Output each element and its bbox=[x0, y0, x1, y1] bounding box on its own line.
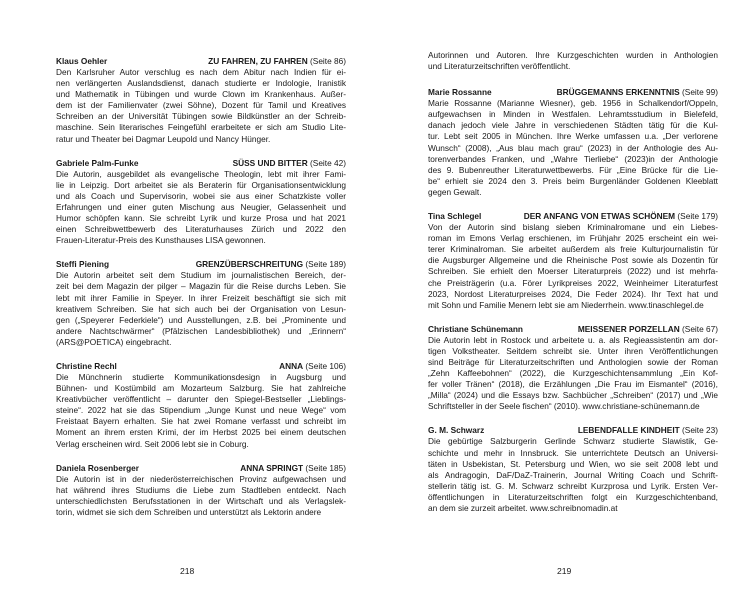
text-line: mit Sohn und Familie Menern lebt sie am Niederrhein. www.tinaschlegel.de bbox=[428, 299, 704, 310]
story-title bbox=[196, 259, 346, 270]
text-line: Freistaat Bayern erhalten. Sie hat zwei Romane verfasst und schreibt im bbox=[56, 416, 346, 427]
text-line: Schreiben. Sie erhielt den Moerser Literaturpreis (2022) und ist mehrfa- bbox=[428, 266, 718, 277]
text-line: Frauen-Literatur-Preis des Kunsthauses LISA gewonnen. bbox=[56, 235, 266, 246]
story-title bbox=[233, 158, 346, 169]
story-title-text: DER ANFANG VON ETWAS SCHÖNEM bbox=[523, 211, 676, 222]
text-line: tur. Lebt seit 2005 in München. Ihre Werke umfassen u.a. „Der verlorene bbox=[428, 131, 718, 142]
bio-text bbox=[428, 335, 718, 413]
text-line: be“ erhielt sie 2024 den 3. Preis beim Burgenländer Goldenen Kleeblatt bbox=[428, 175, 718, 186]
text-line: an dem sie zurzeit arbeitet. www.schreibnomadin.at bbox=[428, 503, 618, 513]
text-line: Schriftsteller in der Seele fischen“ (2010). www.christiane-schünemann.de bbox=[428, 401, 700, 412]
bio-text bbox=[428, 98, 718, 198]
story-title-text: ANNA bbox=[279, 360, 304, 371]
story-title-text: BRÜGGEMANNS ERKENNTNIS bbox=[556, 87, 680, 98]
author-entry bbox=[56, 259, 346, 348]
page-number-right: 219 bbox=[557, 566, 572, 576]
page-reference: (Seite 189) bbox=[305, 259, 346, 270]
story-title bbox=[240, 463, 346, 474]
text-line: Verlag erscheinen wird. Seit 2006 lebt sie in Coburg. bbox=[56, 438, 249, 449]
entry-heading bbox=[56, 463, 346, 474]
text-line: Die Münchnerin studierte Kommunikationsdesign in Augsburg und bbox=[56, 371, 346, 382]
text-line: torenverbandes Franken, und „Wahre Tierliebe“ (2023)in der Anthologie bbox=[428, 153, 718, 164]
author-entry bbox=[428, 87, 718, 198]
text-line: gen („Speyerer Federkiele“) und Ausstellungen, z.B. bei „Prominente und bbox=[56, 314, 346, 325]
text-line: Von der Autorin sind bislang sieben Kriminalromane und ein Liebes- bbox=[428, 222, 718, 233]
text-line: Autorinnen und Autoren. Ihre Kurzgeschichten wurden in Anthologien bbox=[428, 50, 718, 60]
entry-heading bbox=[428, 324, 718, 335]
bio-text bbox=[56, 474, 346, 518]
page-reference: (Seite 42) bbox=[310, 157, 346, 168]
page-reference: (Seite 106) bbox=[305, 360, 346, 371]
text-line: Moment an ihrem ersten Krimi, der im Herbst 2025 bei einem deutschen bbox=[56, 427, 346, 438]
entry-heading bbox=[56, 361, 346, 372]
text-line: Die Autorin, ausgebildet als evangelische Theologin, lebt mit ihrer Fami- bbox=[56, 168, 346, 179]
text-line: Die Autorin ist in der niederösterreichischen Provinz aufgewachsen und bbox=[56, 473, 346, 484]
text-line: ratur und Theater bei Dagmar Leupold und Nancy Hünger. bbox=[56, 133, 271, 144]
text-line: die Augsburger Allgemeine und die Rheinische Post sowie als Dozentin für bbox=[428, 255, 718, 266]
bio-text bbox=[428, 436, 718, 514]
text-line: steine“. 2022 hat sie das Stipendium „Junge Kunst und neue Wege“ vom bbox=[56, 405, 346, 416]
author-name: G. M. Schwarz bbox=[428, 425, 485, 436]
text-line: hat während ihres Studiums die Liebe zum Stadtleben entdeckt. Nach bbox=[56, 484, 346, 495]
text-line: Schreiben an der Universität Tübingen sowie Bildkünstler an der Schreib- bbox=[56, 111, 346, 122]
bio-text bbox=[56, 270, 346, 348]
bio-text bbox=[428, 50, 718, 72]
story-title bbox=[279, 361, 346, 372]
author-name: Christine Rechl bbox=[56, 360, 117, 371]
bio-text bbox=[56, 372, 346, 450]
text-line: schichte und mehr in Innsbruck. Sie unterrichtete Deutsch an Universi- bbox=[428, 447, 718, 458]
text-line: tigen Volkstheater. Seitdem schreibt sie. Unter ihren Veröffentlichungen bbox=[428, 345, 718, 356]
author-name: Tina Schlegel bbox=[428, 211, 482, 222]
text-line: Die gebürtige Salzburgerin Gerlinde Schwarz studierte Slawistik, Ge- bbox=[428, 436, 718, 447]
author-name: Klaus Oehler bbox=[56, 56, 108, 66]
page-number-left: 218 bbox=[180, 566, 195, 576]
text-line: Den Karlsruher Autor verschlug es nach dem Abitur nach Indien für ei- bbox=[56, 67, 346, 77]
text-line: „Zehn Kaffeebohnen“ (2022), die Kurzgeschichtensammlung „Ein Kof- bbox=[428, 368, 718, 379]
text-line: sind Beiträge für Literaturzeitschriften und Anthologien sowie der Roman bbox=[428, 356, 718, 367]
story-title bbox=[557, 87, 718, 98]
text-line: torin, widmet sie sich dem Schreiben und unterstützt als Lektorin andere bbox=[56, 506, 322, 517]
text-line: che Preisträgerin (u.a. Förer Lyrikpreises 2022, Weinheimer Literaturfest bbox=[428, 277, 718, 288]
text-line: Erfahrungen und einer guten Mischung aus Neugier, Gelassenheit und bbox=[56, 201, 346, 212]
left-page bbox=[56, 56, 346, 531]
text-line: terer Kriminalroman. Sie arbeitet außerdem als freie Kulturjournalistin für bbox=[428, 244, 718, 255]
bio-text bbox=[56, 67, 346, 145]
text-line: (ARS@POETICA) eingebracht. bbox=[56, 336, 172, 347]
continued-entry bbox=[428, 50, 718, 72]
author-entry bbox=[428, 425, 718, 514]
entry-heading bbox=[428, 211, 718, 222]
text-line: Die Autorin lebt in Rostock und arbeitete u. a. als Regieassistentin am dor- bbox=[428, 334, 718, 345]
story-title bbox=[524, 211, 718, 222]
author-name: Christiane Schünemann bbox=[428, 323, 523, 334]
bio-text bbox=[428, 222, 718, 311]
entry-heading bbox=[56, 158, 346, 169]
author-entry bbox=[56, 361, 346, 450]
text-line: danach jedoch viele Jahre in verschiedenen Städten tätig für die Kul- bbox=[428, 120, 718, 131]
author-entry bbox=[56, 56, 346, 145]
text-line: stellerin tätig ist. G. M. Schwarz schreibt Kurzprosa und Lyrik. Ersten Ver- bbox=[428, 480, 718, 491]
text-line: Marie Rossanne (Marianne Wiesner), geb. 1956 in Schalkendorf/Oppeln, bbox=[428, 98, 718, 109]
story-title-text: GRENZÜBERSCHREITUNG bbox=[195, 259, 304, 270]
text-line: lie in Leipzig. Dort arbeitet sie als Beraterin für Organisationsentwicklung bbox=[56, 179, 346, 190]
text-line: Die Autorin arbeitet seit dem Studium im journalistischen Bereich, der- bbox=[56, 270, 346, 281]
story-title-text: ANNA SPRINGT bbox=[240, 462, 304, 473]
text-line: einen Schreibwettbewerb des Literaturhauses Zürich und 2022 den bbox=[56, 224, 346, 235]
bio-text bbox=[56, 169, 346, 247]
story-title bbox=[578, 324, 718, 335]
author-entry bbox=[428, 211, 718, 311]
text-line: zeit bei dem Magazin der pilger – Magazin für die Reise durchs Leben. Sie bbox=[56, 281, 346, 292]
text-line: „Milla“ (2024) und die Essays bzw. Sachbücher „Schreiben“ (2017) und „Wie bbox=[428, 390, 718, 401]
text-line: Kreativbücher veröffentlicht – darunter den Spiegel-Bestseller „Lieblings- bbox=[56, 394, 346, 405]
text-line: dem ist der Familienvater (zwei Söhne), Dozent für Tamil und Kreatives bbox=[56, 100, 346, 111]
page-reference: (Seite 179) bbox=[677, 211, 718, 222]
author-name: Marie Rossanne bbox=[428, 87, 492, 98]
story-title-text: SÜSS UND BITTER bbox=[232, 157, 308, 168]
text-line: des 9. Bubenreuther Literaturwettbewerbs. Für „Eine Brücke für die Lie- bbox=[428, 164, 718, 175]
text-line: Wunsch“ (2008), „Aus blau mach grau“ (2023) in der Anthologie des Au- bbox=[428, 142, 718, 153]
text-line: und als Coach und Supervisorin, wobei sie aus einer Schatzkiste voller bbox=[56, 190, 346, 201]
text-line: aufgewachsen in Minden in Westfalen. Lehramtsstudium in Bielefeld, bbox=[428, 109, 718, 120]
text-line: kreativem Schreiben. Sie hat sich auch bei der Organisation von Lesun- bbox=[56, 303, 346, 314]
page-reference: (Seite 67) bbox=[682, 323, 718, 334]
author-name: Gabriele Palm-Funke bbox=[56, 157, 139, 168]
author-name: Steffi Piening bbox=[56, 259, 110, 270]
entry-heading bbox=[56, 259, 346, 270]
story-title bbox=[578, 425, 718, 436]
text-line: roman im Emons Verlag erschienen, im Frühjahr 2025 erscheint ein wei- bbox=[428, 233, 718, 244]
text-line: und Literaturzeitschriften veröffentlicht. bbox=[428, 61, 571, 72]
page-reference: (Seite 185) bbox=[305, 462, 346, 473]
text-line: gegen Gewalt. bbox=[428, 186, 482, 197]
author-entry bbox=[56, 463, 346, 518]
story-title bbox=[208, 56, 346, 67]
text-line: Humor schöpfen kann. Sie schreibt Lyrik und kurze Prosa und hat 2021 bbox=[56, 213, 346, 224]
entry-heading bbox=[428, 425, 718, 436]
author-name: Daniela Rosenberger bbox=[56, 462, 139, 473]
text-line: als Andragogin, DaF/DaZ-Trainerin, Journal Writing Coach und Schrift- bbox=[428, 469, 718, 480]
text-line: lebt mit ihrer Familie in Speyer. In ihrer Freizeit beschäftigt sie sich mit bbox=[56, 292, 346, 303]
story-title-text: MEISSENER PORZELLAN bbox=[577, 323, 680, 334]
entry-heading bbox=[428, 87, 718, 98]
text-line: unterschiedlichsten Berufsstationen in der Wirtschaft und als Verlagslek- bbox=[56, 495, 346, 506]
text-line: Bühnen- und Kostümbild am Mozarteum Salzburg. Sie hat zahlreiche bbox=[56, 383, 346, 394]
right-page bbox=[428, 50, 718, 527]
story-title-text: LEBENDFALLE KINDHEIT bbox=[577, 425, 680, 436]
text-line: öffentlichungen in Literaturzeitschriften folgt ein Kurzgeschichtenband, bbox=[428, 491, 718, 502]
text-line: andere Nachtschwärmer“ (Pfälzischen Landesbibliothek) und „Erinnern“ bbox=[56, 325, 346, 336]
text-line: maschine. Sein literarisches Feingefühl erarbeitete er sich am Studio Lite- bbox=[56, 122, 346, 133]
text-line: täten in Usbekistan, St. Petersburg und Wien, wo sie seit 2008 lebt und bbox=[428, 458, 718, 469]
entry-heading bbox=[56, 56, 346, 67]
author-entry bbox=[56, 158, 346, 247]
text-line: und Mathematik in Tübingen und wurde Clown im Krankenhaus. Außer- bbox=[56, 89, 346, 100]
author-entry bbox=[428, 324, 718, 413]
page-reference: (Seite 23) bbox=[682, 425, 718, 436]
text-line: 2023, Nordost Literaturpreises 2024, Die Feder 2024). Ihr Text hat und bbox=[428, 288, 718, 299]
story-title-text: ZU FAHREN, ZU FAHREN bbox=[208, 56, 308, 66]
text-line: nen verlängerten Auslandsdienst, danach studierte er Indologie, Iranistik bbox=[56, 78, 346, 89]
page-reference: (Seite 86) bbox=[310, 56, 346, 66]
text-line: fer voller Tränen“ (2018), die Erzählungen „Die Frau im Eismantel“ (2016), bbox=[428, 379, 718, 390]
page-reference: (Seite 99) bbox=[682, 87, 718, 98]
